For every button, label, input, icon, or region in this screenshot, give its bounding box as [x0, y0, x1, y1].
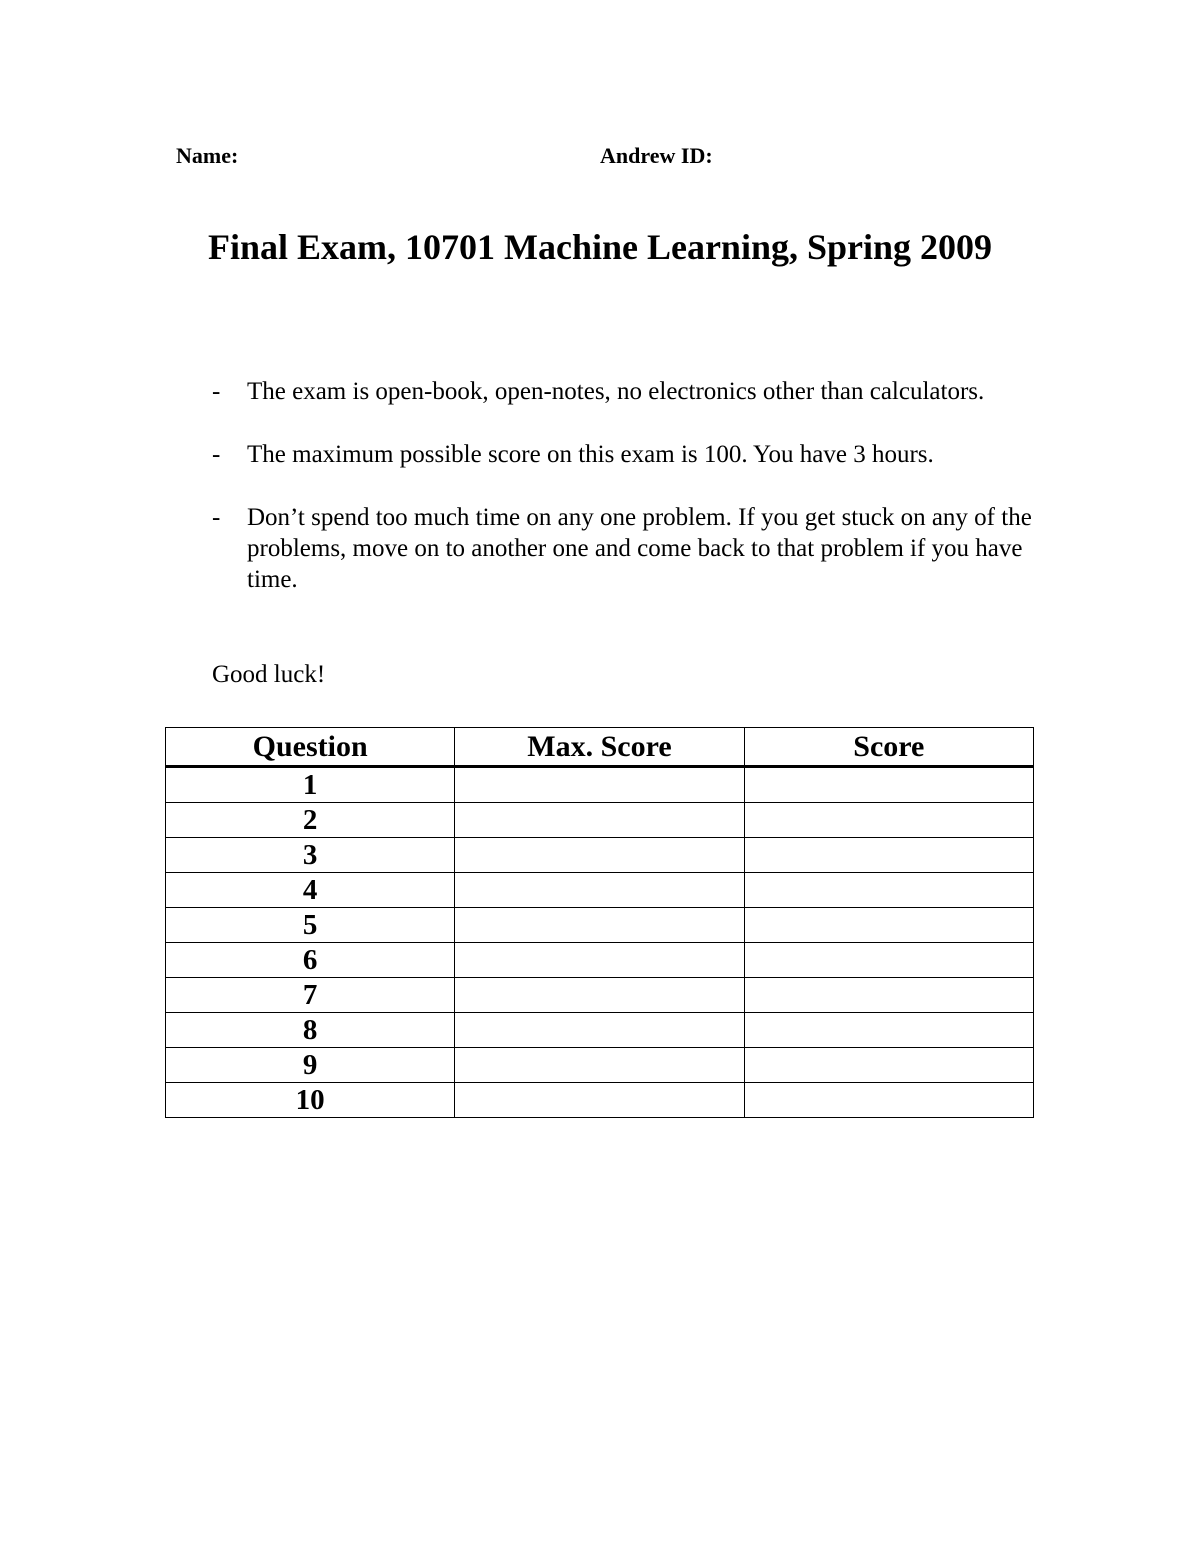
max-score-cell[interactable]: [455, 1083, 744, 1118]
instruction-dash: -: [212, 504, 221, 531]
table-row: [166, 838, 1034, 873]
max-score-cell[interactable]: [455, 838, 744, 873]
score-cell[interactable]: [744, 873, 1033, 908]
instruction-dash: -: [212, 441, 221, 468]
exam-title: Final Exam, 10701 Machine Learning, Spring 2009: [207, 227, 993, 267]
instruction-item: [212, 502, 1032, 595]
question-number: 2: [166, 803, 455, 838]
header-question: Question: [166, 728, 455, 767]
instruction-text: Don’t spend too much time on any one problem. If you get stuck on any of the problems, move on to another one and come back to that problem if you have time.: [247, 504, 1032, 593]
question-number: 4: [166, 873, 455, 908]
score-cell[interactable]: [744, 1048, 1033, 1083]
question-number: 1: [166, 767, 455, 803]
question-number: 9: [166, 1048, 455, 1083]
question-number: 6: [166, 943, 455, 978]
score-cell[interactable]: [744, 908, 1033, 943]
max-score-cell[interactable]: [455, 1013, 744, 1048]
header-max-score: Max. Score: [455, 728, 744, 767]
question-number: 7: [166, 978, 455, 1013]
score-cell[interactable]: [744, 978, 1033, 1013]
table-row: [166, 803, 1034, 838]
header-score: Score: [744, 728, 1033, 767]
instructions-list: [212, 376, 1032, 627]
table-row: [166, 908, 1034, 943]
max-score-cell[interactable]: [455, 908, 744, 943]
score-cell[interactable]: [744, 838, 1033, 873]
score-table: [165, 727, 1034, 1118]
table-row: [166, 943, 1034, 978]
name-label: Name:: [176, 143, 239, 168]
instruction-item: [212, 376, 1032, 407]
score-cell[interactable]: [744, 1013, 1033, 1048]
andrew-id-label: Andrew ID:: [600, 143, 713, 168]
max-score-cell[interactable]: [455, 803, 744, 838]
max-score-cell[interactable]: [455, 943, 744, 978]
table-row: [166, 978, 1034, 1013]
score-cell[interactable]: [744, 943, 1033, 978]
max-score-cell[interactable]: [455, 1048, 744, 1083]
score-cell[interactable]: [744, 1083, 1033, 1118]
question-number: 10: [166, 1083, 455, 1118]
question-number: 8: [166, 1013, 455, 1048]
table-row: [166, 767, 1034, 803]
instruction-text: The maximum possible score on this exam is 100. You have 3 hours.: [247, 441, 934, 468]
max-score-cell[interactable]: [455, 978, 744, 1013]
question-number: 5: [166, 908, 455, 943]
table-row: [166, 1013, 1034, 1048]
table-row: [166, 873, 1034, 908]
score-cell[interactable]: [744, 767, 1033, 803]
table-row: [166, 1083, 1034, 1118]
instruction-text: The exam is open-book, open-notes, no electronics other than calculators.: [247, 378, 985, 405]
instruction-dash: -: [212, 378, 221, 405]
instruction-item: [212, 439, 1032, 470]
closing-text: Good luck!: [212, 661, 326, 688]
max-score-cell[interactable]: [455, 873, 744, 908]
score-table-header-row: [166, 728, 1034, 767]
table-row: [166, 1048, 1034, 1083]
score-cell[interactable]: [744, 803, 1033, 838]
max-score-cell[interactable]: [455, 767, 744, 803]
question-number: 3: [166, 838, 455, 873]
